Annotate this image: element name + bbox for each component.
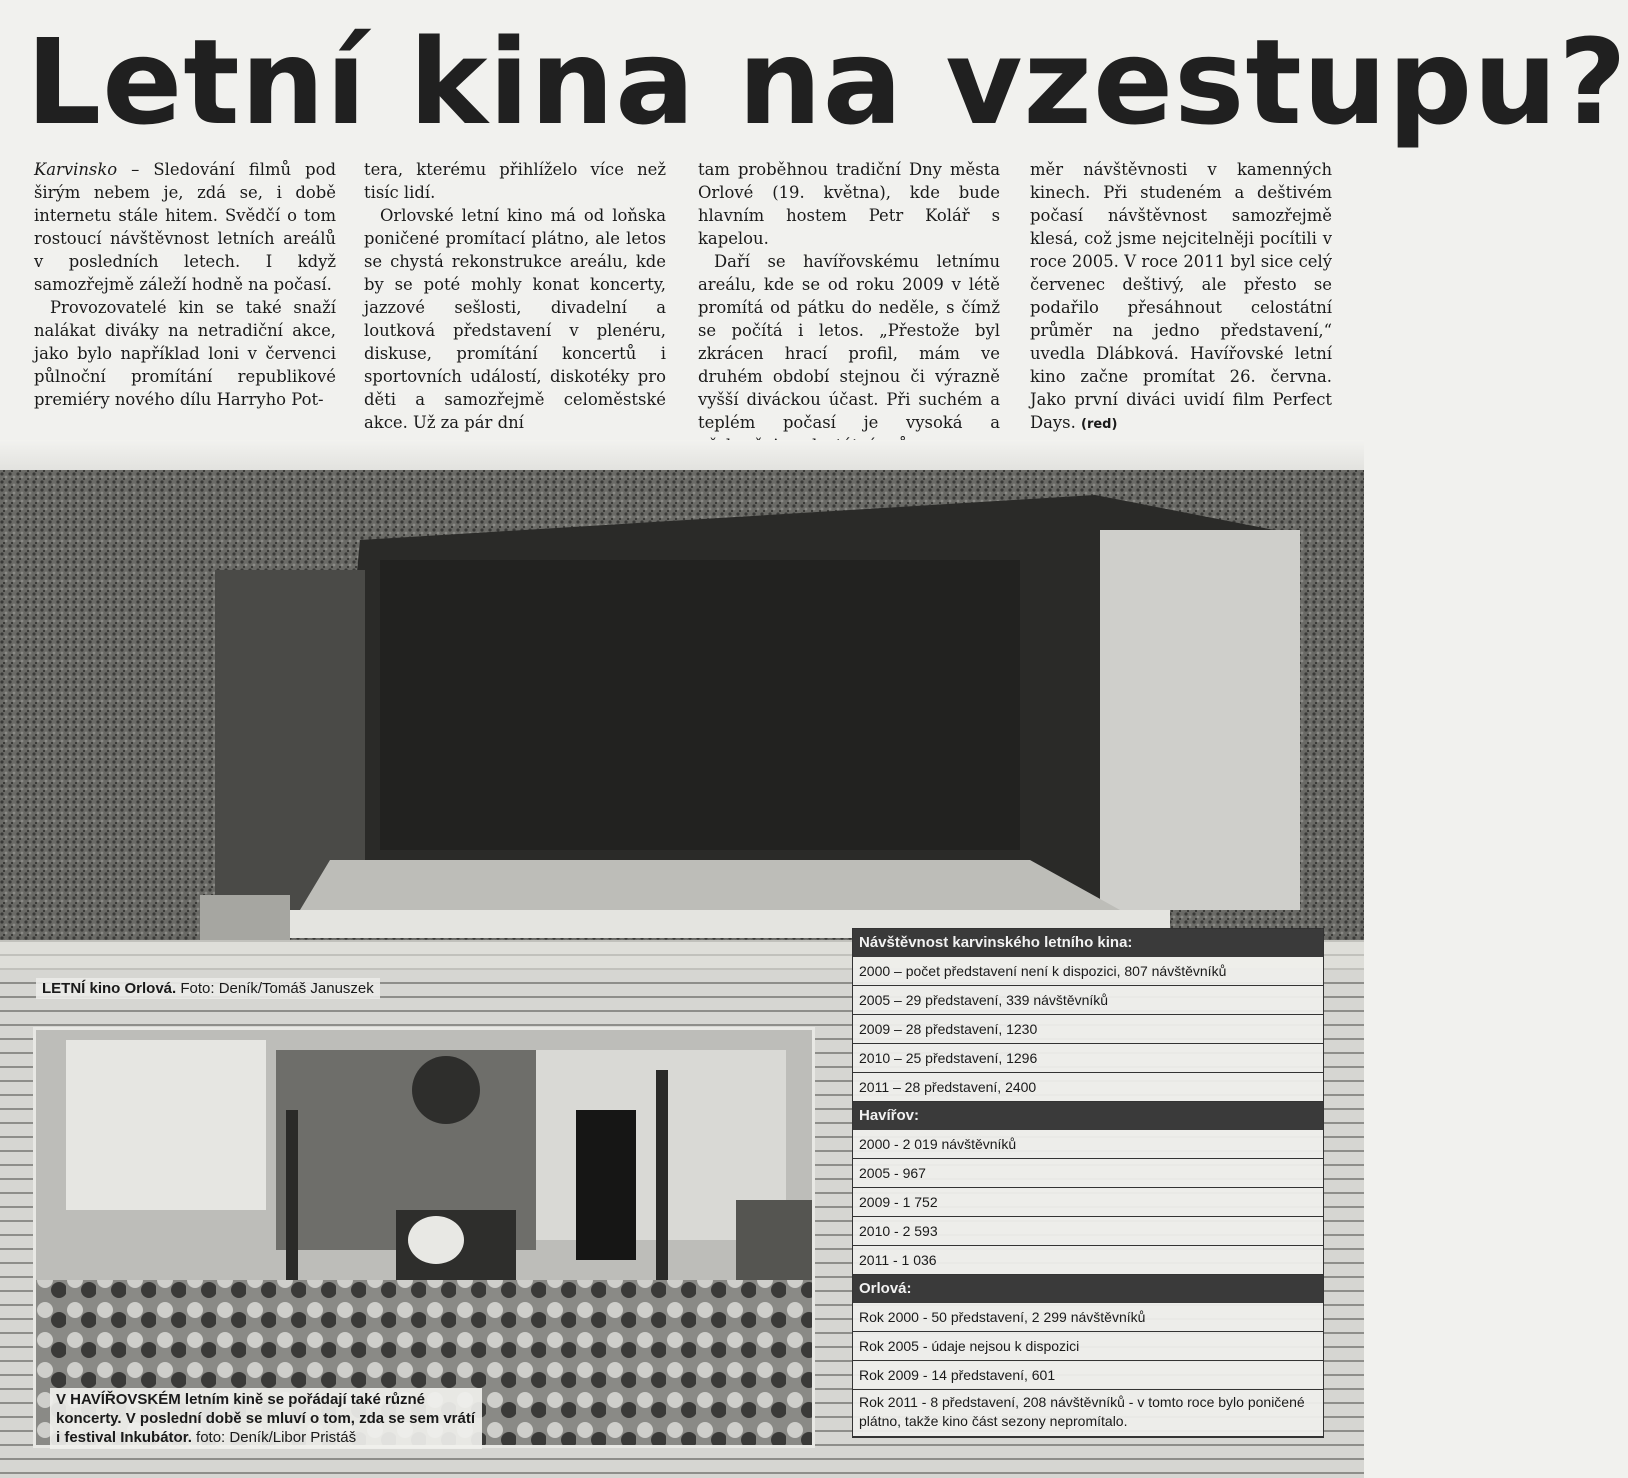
inset-photo-caption	[50, 1388, 482, 1449]
caption-text: V HAVÍŘOVSKÉM letním kině se pořádají také různé koncerty. V poslední době se mluví o tom, zda se sem vrátí i festival Inkubátor.	[56, 1391, 476, 1446]
author-signature: (red)	[1081, 417, 1118, 432]
article-column-4	[1030, 158, 1332, 436]
article-column-2	[364, 158, 666, 434]
stats-row: 2010 - 2 593	[853, 1217, 1323, 1246]
dateline-place: Karvinsko	[34, 160, 118, 179]
stats-row: Rok 2009 - 14 představení, 601	[853, 1361, 1323, 1390]
paragraph	[1030, 158, 1332, 436]
caption-lead: LETNÍ kino Orlová.	[42, 980, 177, 997]
headline: Letní kina na vzestupu?	[26, 13, 1628, 151]
stats-row: Rok 2000 - 50 představení, 2 299 návštěvníků	[853, 1303, 1323, 1332]
stats-row: Rok 2005 - údaje nejsou k dispozici	[853, 1332, 1323, 1361]
article-column-3	[698, 158, 1000, 457]
paragraph-text: – Sledování filmů pod širým nebem je, zdá se, i době internetu stále hitem. Svědčí o tom rostoucí návštěvnost letních areálů v posledních letech. I když samozřejmě záleží hodně na počasí.	[34, 160, 336, 294]
article-body	[34, 158, 1344, 438]
karvina-header: Návštěvnost karvinského letního kina:	[853, 929, 1323, 957]
stats-row: 2011 – 28 představení, 2400	[853, 1073, 1323, 1102]
attendance-stats-box	[852, 928, 1324, 1438]
paragraph: tera, kterému přihlíželo více než tisíc lidí.	[364, 160, 666, 202]
orlova-header: Orlová:	[853, 1275, 1323, 1303]
inset-photo-concert	[33, 1027, 815, 1448]
stats-row: 2010 – 25 představení, 1296	[853, 1044, 1323, 1073]
photo-credit: Foto: Deník/Tomáš Januszek	[176, 980, 374, 997]
stats-row: 2011 - 1 036	[853, 1246, 1323, 1275]
stats-row: 2005 - 967	[853, 1159, 1323, 1188]
paragraph	[34, 158, 336, 296]
paragraph-text: měr návštěvnosti v kamenných kinech. Při studeném a deštivém počasí návštěvnost samozřejmě klesá, což jsme nejcitelněji pocítili v roce 2005. V roce 2011 byl sice celý červenec deštivý, ale přesto se podařilo přesáhnout celostátní průměr na jedno představení,“ uvedla Dlábková. Havířovské letní kino začne promítat 26. června. Jako první diváci uvidí film Perfect Days.	[1030, 160, 1332, 432]
stats-row: 2005 – 29 představení, 339 návštěvníků	[853, 986, 1323, 1015]
concert-photo-graphic	[36, 1030, 812, 1445]
stats-row: 2009 - 1 752	[853, 1188, 1323, 1217]
paragraph: tam proběhnou tradiční Dny města Orlové (19. května), kde bude hlavním hostem Petr Kolář s kapelou.	[698, 160, 1000, 248]
havirov-header: Havířov:	[853, 1102, 1323, 1130]
paragraph: Daří se havířovskému letnímu areálu, kde se od roku 2009 v létě promítá od pátku do neděle, s čímž se počítá i letos. „Přestože byl zkrácen hrací profil, mám ve druhém období stejnou či výrazně vyšší diváckou účast. Při suchém a teplém počasí je vysoká a	[698, 252, 1000, 432]
photo-credit: foto: Deník/Libor Pristáš	[191, 1429, 357, 1446]
paragraph: Provozovatelé kin se také snaží nalákat diváky na netradiční akce, jako bylo například loni v červenci půlnoční promítání republikové premiéry nového dílu Harryho Pot-	[34, 298, 336, 409]
paragraph: Orlovské letní kino má od loňska poničené promítací plátno, ale letos se chystá rekonstrukce areálu, kde by se poté mohly konat koncerty, jazzové sešlosti, divadelní a loutková představení v plenéru, diskuse, promítání koncertů i sportovních událostí, diskotéky pro děti a samozřejmě celoměstské akce. Už za pár dní	[364, 206, 666, 432]
main-photo-caption	[36, 978, 380, 999]
stats-row: 2009 – 28 představení, 1230	[853, 1015, 1323, 1044]
article-column-1	[34, 158, 336, 411]
stats-row: Rok 2011 - 8 představení, 208 návštěvníků - v tomto roce bylo poničené plátno, takže kino část sezony nepromítalo.	[853, 1390, 1323, 1437]
stats-row: 2000 - 2 019 návštěvníků	[853, 1130, 1323, 1159]
stats-row: 2000 – počet představení není k dispozici, 807 návštěvníků	[853, 957, 1323, 986]
